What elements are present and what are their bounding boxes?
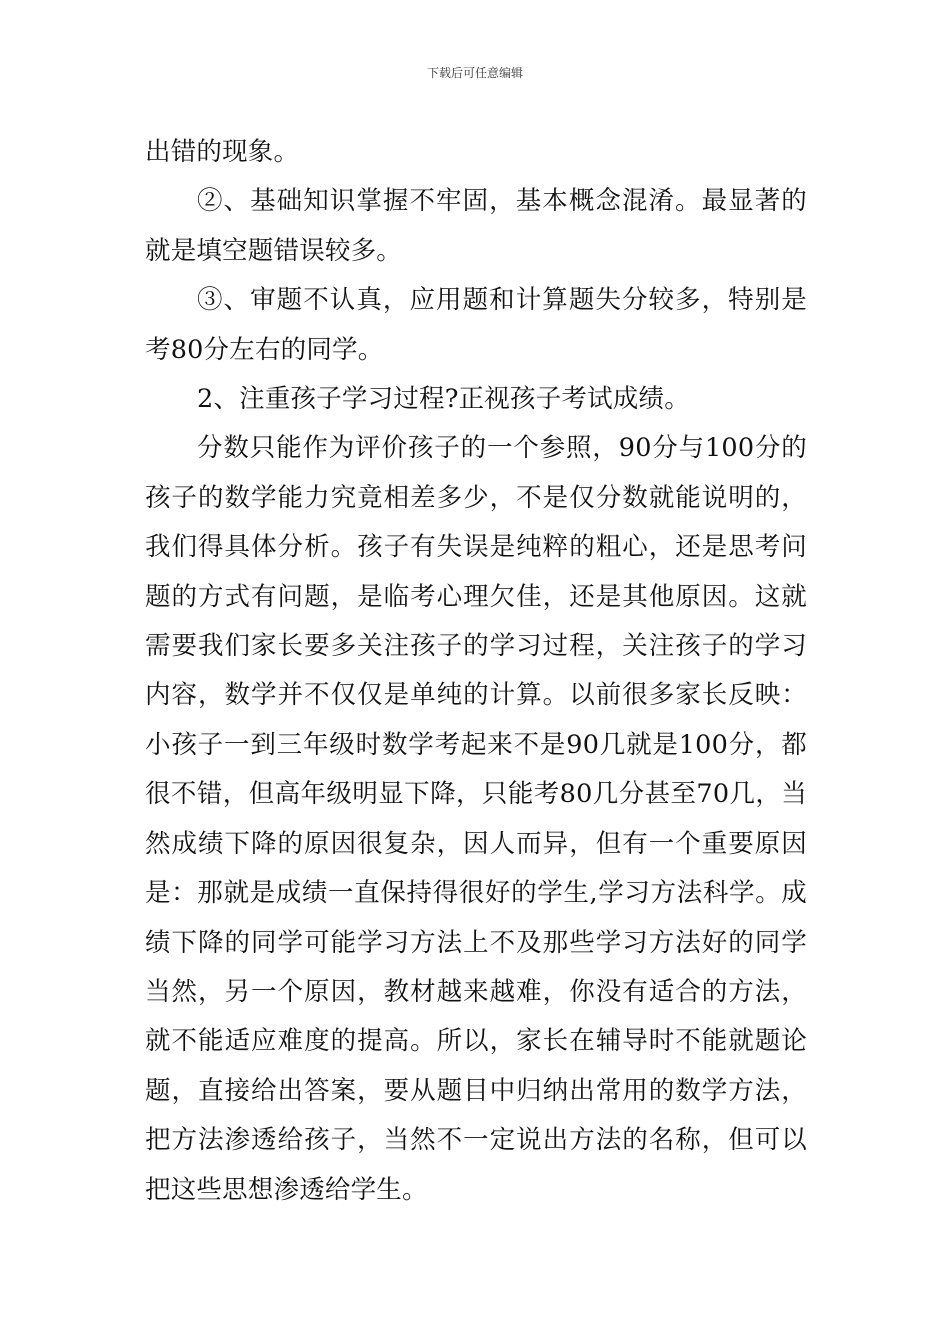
paragraph-main: 分数只能作为评价孩子的一个参照，90分与100分的孩子的数学能力究竟相差多少，不是仅分数就能说明的，我们得具体分析。孩子有失误是纯粹的粗心，还是思考问题的方式有问题，是临考心理欠佳，还是其他原因。这就需要我们家长要多关注孩子的学习过程，关注孩子的学习内容，数学并不仅仅是单纯的计算。以前很多家长反映：小孩子一到三年级时数学考起来不是90几就是100分，都很不错，但高年级明显下降，只能考80几分甚至70几，当然成绩下降的原因很复杂，因人而异，但有一个重要原因是：那就是成绩一直保持得很好的学生,学习方法科学。成绩下降的同学可能学习方法上不及那些学习方法好的同学当然，另一个原因，教材越来越难，你没有适合的方法，就不能适应难度的提高。所以，家长在辅导时不能就题论题，直接给出答案，要从题目中归纳出常用的数学方法，把方法渗透给孩子，当然不一定说出方法的名称，但可以把这些思想渗透给学生。: [145, 433, 807, 1205]
document-body: [145, 128, 807, 1215]
section-heading: 2、注重孩子学习过程?正视孩子考试成绩。: [197, 384, 690, 415]
page-header: 下载后可任意编辑: [426, 66, 523, 80]
paragraph-continuation: 出错的现象。: [145, 137, 300, 167]
paragraph-point-3: ③、审题不认真，应用题和计算题失分较多，特别是考80分左右的同学。: [145, 285, 807, 365]
paragraph-point-2: ②、基础知识掌握不牢固，基本概念混淆。最显著的就是填空题错误较多。: [145, 186, 807, 266]
